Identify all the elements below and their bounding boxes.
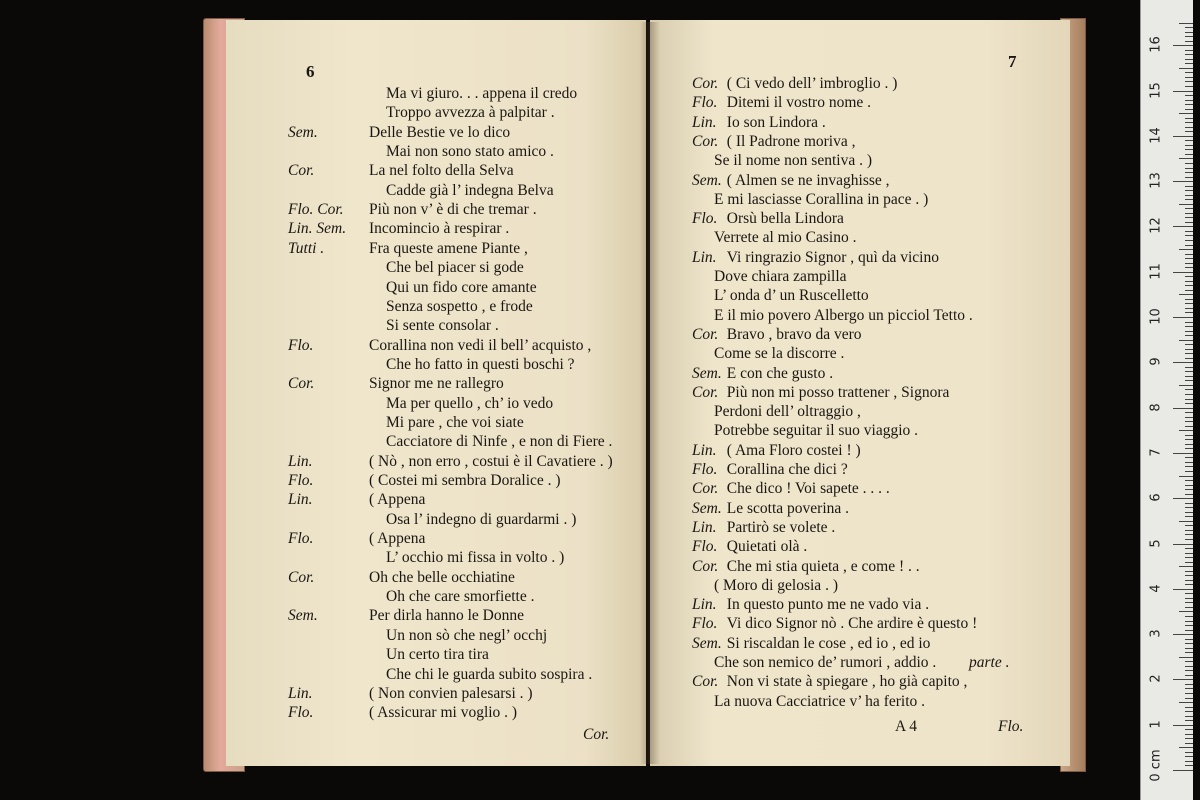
speaker-label: Flo. <box>288 704 314 722</box>
speaker-label: Flo. <box>288 472 314 489</box>
ruler-tick <box>1185 426 1193 427</box>
ruler-number: 8 <box>1148 402 1164 412</box>
ruler-tick <box>1185 145 1193 146</box>
ruler-tick <box>1179 249 1193 250</box>
verse-line: Oh che belle occhiatine <box>369 568 515 586</box>
ruler-tick <box>1179 566 1193 567</box>
ruler-tick <box>1185 466 1193 467</box>
ruler-tick <box>1185 367 1193 368</box>
ruler-number: 14 <box>1148 127 1164 144</box>
ruler-tick <box>1185 580 1193 581</box>
catchword: Cor. <box>583 726 610 743</box>
verse-line: Corallina non vedi il bell’ acquisto , <box>369 336 592 354</box>
ruler-tick <box>1179 158 1193 159</box>
ruler-tick <box>1185 756 1193 757</box>
ruler-tick <box>1185 698 1193 699</box>
speaker-label: Sem. <box>692 634 722 652</box>
verse-line: ( Appena <box>369 530 426 548</box>
ruler-tick <box>1185 417 1193 418</box>
ruler-tick <box>1185 63 1193 64</box>
verse-line: Che mi stia quieta , e come ! . . <box>726 557 920 575</box>
ruler-tick <box>1185 734 1193 735</box>
ruler-tick <box>1179 385 1193 386</box>
ruler-tick <box>1185 471 1193 472</box>
ruler-tick <box>1185 435 1193 436</box>
ruler-tick <box>1185 195 1193 196</box>
ruler-tick <box>1185 616 1193 617</box>
ruler-number: 2 <box>1148 674 1164 684</box>
ruler-tick <box>1185 765 1193 766</box>
ruler-tick <box>1179 294 1193 295</box>
ruler-tick <box>1185 630 1193 631</box>
verse-line: Mi pare , che voi siate <box>386 413 524 431</box>
ruler-tick <box>1185 95 1193 96</box>
ruler-tick <box>1185 172 1193 173</box>
ruler-tick <box>1185 322 1193 323</box>
verse-line: Che chi le guarda subito sospira . <box>386 665 593 683</box>
ruler-tick <box>1185 743 1193 744</box>
ruler-tick <box>1185 625 1193 626</box>
ruler-tick <box>1185 231 1193 232</box>
ruler-tick <box>1173 770 1193 771</box>
verse-line: Signor me ne rallegro <box>369 375 504 393</box>
ruler-tick <box>1173 634 1193 635</box>
ruler-number: 9 <box>1148 357 1164 366</box>
ruler-number: 5 <box>1148 538 1164 548</box>
verse-line: E mi lasciasse Corallina in pace . ) <box>714 190 929 208</box>
verse-line: Corallina che dici ? <box>726 461 848 478</box>
verse-line: L’ occhio mi fissa in volto . ) <box>386 549 565 567</box>
ruler-tick <box>1179 113 1193 114</box>
ruler-tick <box>1173 45 1193 46</box>
ruler-tick <box>1185 59 1193 60</box>
speaker-label: Sem. <box>288 123 318 141</box>
ruler-tick <box>1179 611 1193 612</box>
ruler-tick <box>1179 430 1193 431</box>
ruler-tick <box>1185 100 1193 101</box>
ruler-tick <box>1185 439 1193 440</box>
verse-line: Qui un fido core amante <box>386 278 537 296</box>
verse-line: Non vi state à spiegare , ho già capito , <box>726 673 968 691</box>
ruler-tick <box>1173 272 1193 273</box>
ruler-tick <box>1185 557 1193 558</box>
verse-line: ( Assicurar mi voglio . ) <box>369 704 518 722</box>
ruler-tick <box>1185 489 1193 490</box>
ruler-tick <box>1185 335 1193 336</box>
ruler-tick <box>1185 593 1193 594</box>
verse-line: E il mio povero Albergo un picciol Tetto . <box>714 306 973 324</box>
page-number: 6 <box>306 62 315 81</box>
speaker-label: Flo. <box>692 461 718 478</box>
ruler-tick <box>1185 534 1193 535</box>
ruler-unit-label: 0 cm <box>1148 749 1164 782</box>
speaker-label: Tutti . <box>288 239 325 257</box>
gutter-shadow <box>640 22 660 764</box>
ruler-tick <box>1185 621 1193 622</box>
ruler-tick <box>1185 131 1193 132</box>
ruler-tick <box>1185 571 1193 572</box>
ruler-tick <box>1185 344 1193 345</box>
ruler-tick <box>1185 217 1193 218</box>
ruler-tick <box>1173 725 1193 726</box>
ruler-number: 7 <box>1148 448 1164 457</box>
speaker-label: Flo. <box>692 615 718 633</box>
ruler-tick <box>1185 503 1193 504</box>
verse-line: Vi ringrazio Signor , quì da vicino <box>726 248 939 266</box>
ruler-tick <box>1185 109 1193 110</box>
ruler-tick <box>1173 181 1193 182</box>
ruler-tick <box>1185 480 1193 481</box>
ruler-tick <box>1173 453 1193 454</box>
verse-line: Si sente consolar . <box>386 317 499 335</box>
ruler-tick <box>1185 54 1193 55</box>
speaker-label: Cor. <box>692 75 719 92</box>
verse-line: Vi dico Signor nò . Che ardire è questo ! <box>726 615 978 633</box>
ruler-tick <box>1173 317 1193 318</box>
ruler-tick <box>1185 530 1193 531</box>
speaker-label: Sem. <box>692 171 722 189</box>
verse-line: Senza sospetto , e frode <box>386 297 533 315</box>
ruler-number: 13 <box>1148 172 1164 189</box>
speaker-label: Cor. <box>288 375 315 393</box>
ruler-tick <box>1185 716 1193 717</box>
left-page <box>226 20 646 766</box>
ruler-number: 3 <box>1148 629 1164 638</box>
ruler-tick <box>1173 91 1193 92</box>
ruler-tick <box>1185 598 1193 599</box>
ruler-tick <box>1185 412 1193 413</box>
verse-line: ( Almen se ne invaghisse , <box>726 171 890 189</box>
verse-line: Se il nome non sentiva . ) <box>714 152 872 170</box>
ruler-tick <box>1185 575 1193 576</box>
ruler-tick <box>1185 380 1193 381</box>
ruler-tick <box>1185 50 1193 51</box>
ruler-number: 10 <box>1148 308 1164 325</box>
ruler-tick <box>1185 548 1193 549</box>
verse-line: Un non sò che negl’ occhj <box>386 626 548 644</box>
ruler-number: 6 <box>1148 493 1164 502</box>
ruler-tick <box>1185 199 1193 200</box>
verse-line: E con che gusto . <box>726 364 834 382</box>
verse-line: ( Nò , non erro , costui è il Cavatiere . ) <box>369 452 613 470</box>
ruler-tick <box>1185 32 1193 33</box>
ruler-tick <box>1185 512 1193 513</box>
ruler-tick <box>1185 86 1193 87</box>
verse-line: Quietati olà . <box>726 538 808 556</box>
ruler-tick <box>1185 77 1193 78</box>
verse-line: In questo punto me ne vado via . <box>726 596 930 614</box>
speaker-label: Cor. <box>692 383 719 401</box>
verse-line: Che ho fatto in questi boschi ? <box>386 355 575 373</box>
ruler-tick <box>1179 204 1193 205</box>
speaker-label: Flo. Cor. <box>288 201 344 219</box>
ruler-tick <box>1185 122 1193 123</box>
ruler-tick <box>1179 68 1193 69</box>
speaker-label: Flo. <box>692 210 718 228</box>
verse-line: Incomincio à respirar . <box>369 220 510 238</box>
ruler-tick <box>1185 729 1193 730</box>
verse-line: Ma vi giuro. . . appena il credo <box>386 85 578 102</box>
ruler-tick <box>1185 267 1193 268</box>
ruler-tick <box>1185 208 1193 209</box>
ruler-tick <box>1185 72 1193 73</box>
ruler-tick <box>1185 675 1193 676</box>
ruler-tick <box>1185 394 1193 395</box>
verse-line: La nel folto della Selva <box>369 162 514 180</box>
ruler-tick <box>1185 525 1193 526</box>
ruler-tick <box>1185 299 1193 300</box>
verse-line: ( Ci vedo dell’ imbroglio . ) <box>726 75 898 92</box>
ruler-tick <box>1185 711 1193 712</box>
right-page <box>650 20 1070 766</box>
speaker-label: Flo. <box>692 538 718 556</box>
verse-line: Osa l’ indegno di guardarmi . ) <box>386 510 577 528</box>
ruler-tick <box>1185 358 1193 359</box>
ruler-number: 15 <box>1148 81 1164 99</box>
ruler-tick <box>1185 643 1193 644</box>
speaker-label: Cor. <box>692 325 719 343</box>
verse-line: ( Costei mi sembra Doralice . ) <box>369 472 561 489</box>
ruler-tick <box>1185 104 1193 105</box>
ruler-tick <box>1185 494 1193 495</box>
verse-line: Potrebbe seguitar il suo viaggio . <box>714 422 919 440</box>
ruler-tick <box>1185 312 1193 313</box>
ruler-tick <box>1185 639 1193 640</box>
speaker-label: Cor. <box>288 162 315 180</box>
ruler-number: 16 <box>1148 36 1164 53</box>
ruler-tick <box>1179 23 1193 24</box>
ruler-tick <box>1185 213 1193 214</box>
verse-line: Per dirla hanno le Donne <box>369 607 524 625</box>
ruler-tick <box>1185 448 1193 449</box>
ruler-tick <box>1185 349 1193 350</box>
ruler-tick <box>1173 136 1193 137</box>
ruler-tick <box>1185 688 1193 689</box>
ruler-tick <box>1179 521 1193 522</box>
ruler-tick <box>1185 36 1193 37</box>
speaker-label: Lin. <box>692 518 717 536</box>
ruler-tick <box>1185 290 1193 291</box>
stage-direction: parte . <box>969 654 1010 671</box>
ruler-tick <box>1185 276 1193 277</box>
verse-line: Bravo , bravo da vero <box>726 325 862 343</box>
speaker-label: Flo. <box>692 94 718 112</box>
ruler-tick <box>1185 222 1193 223</box>
ruler-tick <box>1185 81 1193 82</box>
verse-line: Si riscaldan le cose , ed io , ed io <box>726 634 931 652</box>
speaker-label: Flo. <box>288 530 314 548</box>
verse-line: ( Appena <box>369 491 426 509</box>
ruler-tick <box>1185 666 1193 667</box>
verse-line: L’ onda d’ un Ruscelletto <box>714 287 869 305</box>
ruler-tick <box>1173 498 1193 499</box>
ruler-tick <box>1179 702 1193 703</box>
speaker-label: Sem. <box>692 499 722 517</box>
speaker-label: Flo. <box>288 336 314 354</box>
ruler-tick <box>1185 353 1193 354</box>
ruler-tick <box>1185 584 1193 585</box>
ruler-tick <box>1185 331 1193 332</box>
verse-line: Troppo avvezza à palpitar . <box>386 104 555 122</box>
speaker-label: Lin. <box>692 596 717 614</box>
signature-mark: A 4 <box>895 718 917 735</box>
ruler-tick <box>1173 408 1193 409</box>
ruler-tick <box>1185 670 1193 671</box>
ruler-tick <box>1185 285 1193 286</box>
ruler-tick <box>1185 303 1193 304</box>
verse-line: Cacciatore di Ninfe , e non di Fiere . <box>386 433 613 451</box>
ruler-tick <box>1185 163 1193 164</box>
speaker-label: Cor. <box>692 557 719 575</box>
ruler-tick <box>1185 263 1193 264</box>
catchword: Flo. <box>998 718 1024 735</box>
ruler-tick <box>1185 602 1193 603</box>
ruler-tick <box>1179 657 1193 658</box>
ruler-tick <box>1185 444 1193 445</box>
page-number: 7 <box>1008 52 1017 71</box>
speaker-label: Cor. <box>288 568 315 586</box>
ruler-number: 11 <box>1148 262 1164 280</box>
ruler-tick <box>1179 476 1193 477</box>
ruler-tick <box>1185 661 1193 662</box>
ruler-tick <box>1185 168 1193 169</box>
ruler-tick <box>1185 516 1193 517</box>
speaker-label: Lin. <box>288 491 313 509</box>
ruler-tick <box>1173 544 1193 545</box>
speaker-label: Lin. <box>288 452 313 470</box>
ruler-tick <box>1185 371 1193 372</box>
verse-line: Che bel piacer si gode <box>386 259 524 277</box>
ruler-tick <box>1185 127 1193 128</box>
ruler-tick <box>1185 149 1193 150</box>
ruler-tick <box>1179 747 1193 748</box>
ruler-tick <box>1185 485 1193 486</box>
ruler-tick <box>1185 399 1193 400</box>
ruler-tick <box>1185 693 1193 694</box>
ruler-tick <box>1185 186 1193 187</box>
verse-line: Che dico ! Voi sapete . . . . <box>726 480 890 498</box>
ruler-tick <box>1185 652 1193 653</box>
speaker-label: Cor. <box>692 480 719 498</box>
ruler-tick <box>1185 684 1193 685</box>
verse-line: Più non mi posso trattener , Signora <box>726 383 950 401</box>
speaker-label: Lin. <box>288 684 313 702</box>
ruler-tick <box>1173 679 1193 680</box>
verse-line: Dove chiara zampilla <box>714 268 847 285</box>
ruler-tick <box>1185 308 1193 309</box>
ruler-tick <box>1185 738 1193 739</box>
verse-line: Fra queste amene Piante , <box>369 239 528 257</box>
verse-line: Ma per quello , ch’ io vedo <box>386 394 554 412</box>
ruler-tick <box>1185 281 1193 282</box>
verse-line: ( Non convien palesarsi . ) <box>369 684 533 702</box>
ruler-tick <box>1185 553 1193 554</box>
verse-line: Le scotta poverina . <box>726 499 850 517</box>
ruler-tick <box>1185 761 1193 762</box>
ruler-tick <box>1185 245 1193 246</box>
ruler-tick <box>1185 27 1193 28</box>
verse-line: ( Moro di gelosia . ) <box>714 576 838 594</box>
ruler-tick <box>1185 457 1193 458</box>
verse-line: Orsù bella Lindora <box>726 210 844 228</box>
verse-line: Più non v’ è di che tremar . <box>369 201 537 219</box>
ruler-tick <box>1185 648 1193 649</box>
ruler-number: 4 <box>1148 584 1164 593</box>
ruler-tick <box>1185 752 1193 753</box>
ruler-tick <box>1185 376 1193 377</box>
ruler-tick <box>1173 362 1193 363</box>
ruler-tick <box>1185 421 1193 422</box>
verse-line: Un certo tira tira <box>386 646 489 664</box>
ruler-tick <box>1185 235 1193 236</box>
ruler-tick <box>1185 707 1193 708</box>
ruler-tick <box>1185 607 1193 608</box>
verse-line: La nuova Cacciatrice v’ ha ferito . <box>714 692 926 710</box>
ruler-tick <box>1185 389 1193 390</box>
ruler-tick <box>1185 190 1193 191</box>
ruler-tick <box>1185 254 1193 255</box>
verse-line: Perdoni dell’ oltraggio , <box>714 403 861 421</box>
speaker-label: Cor. <box>692 132 719 150</box>
ruler-tick <box>1185 720 1193 721</box>
speaker-label: Lin. Sem. <box>288 220 347 238</box>
speaker-label: Sem. <box>288 607 318 625</box>
verse-line: Ditemi il vostro nome . <box>726 94 872 112</box>
verse-line: Delle Bestie ve lo dico <box>369 123 511 141</box>
measuring-ruler <box>1140 0 1193 800</box>
ruler-tick <box>1179 340 1193 341</box>
verse-line: Oh che care smorfiette . <box>386 588 535 606</box>
speaker-label: Sem. <box>692 364 722 382</box>
ruler-tick <box>1185 240 1193 241</box>
verse-line: Come se la discorre . <box>714 345 845 363</box>
ruler-number: 12 <box>1148 217 1164 235</box>
verse-line: ( Il Padrone moriva , <box>726 132 856 150</box>
verse-line: Cadde già l’ indegna Belva <box>386 181 554 199</box>
ruler-tick <box>1185 507 1193 508</box>
ruler-tick <box>1185 326 1193 327</box>
ruler-number: 1 <box>1148 720 1164 729</box>
verse-line: Io son Lindora . <box>726 113 826 131</box>
speaker-label: Lin. <box>692 248 717 266</box>
ruler-tick <box>1185 118 1193 119</box>
ruler-tick <box>1185 258 1193 259</box>
ruler-tick <box>1173 589 1193 590</box>
verse-line: Mai non sono stato amico . <box>386 143 554 161</box>
ruler-tick <box>1185 154 1193 155</box>
ruler-tick <box>1185 462 1193 463</box>
ruler-tick <box>1173 226 1193 227</box>
ruler-tick <box>1185 41 1193 42</box>
ruler-tick <box>1185 403 1193 404</box>
ruler-tick <box>1185 562 1193 563</box>
ruler-tick <box>1185 140 1193 141</box>
speaker-label: Cor. <box>692 673 719 691</box>
verse-line: Verrete al mio Casino . <box>714 229 857 247</box>
verse-line: Partirò se volete . <box>726 518 836 536</box>
speaker-label: Lin. <box>692 441 717 459</box>
ruler-tick <box>1185 177 1193 178</box>
speaker-label: Lin. <box>692 113 717 131</box>
verse-line: ( Ama Floro costei ! ) <box>726 441 861 459</box>
ruler-tick <box>1185 539 1193 540</box>
verse-line: Che son nemico de’ rumori , addio . <box>714 654 937 671</box>
